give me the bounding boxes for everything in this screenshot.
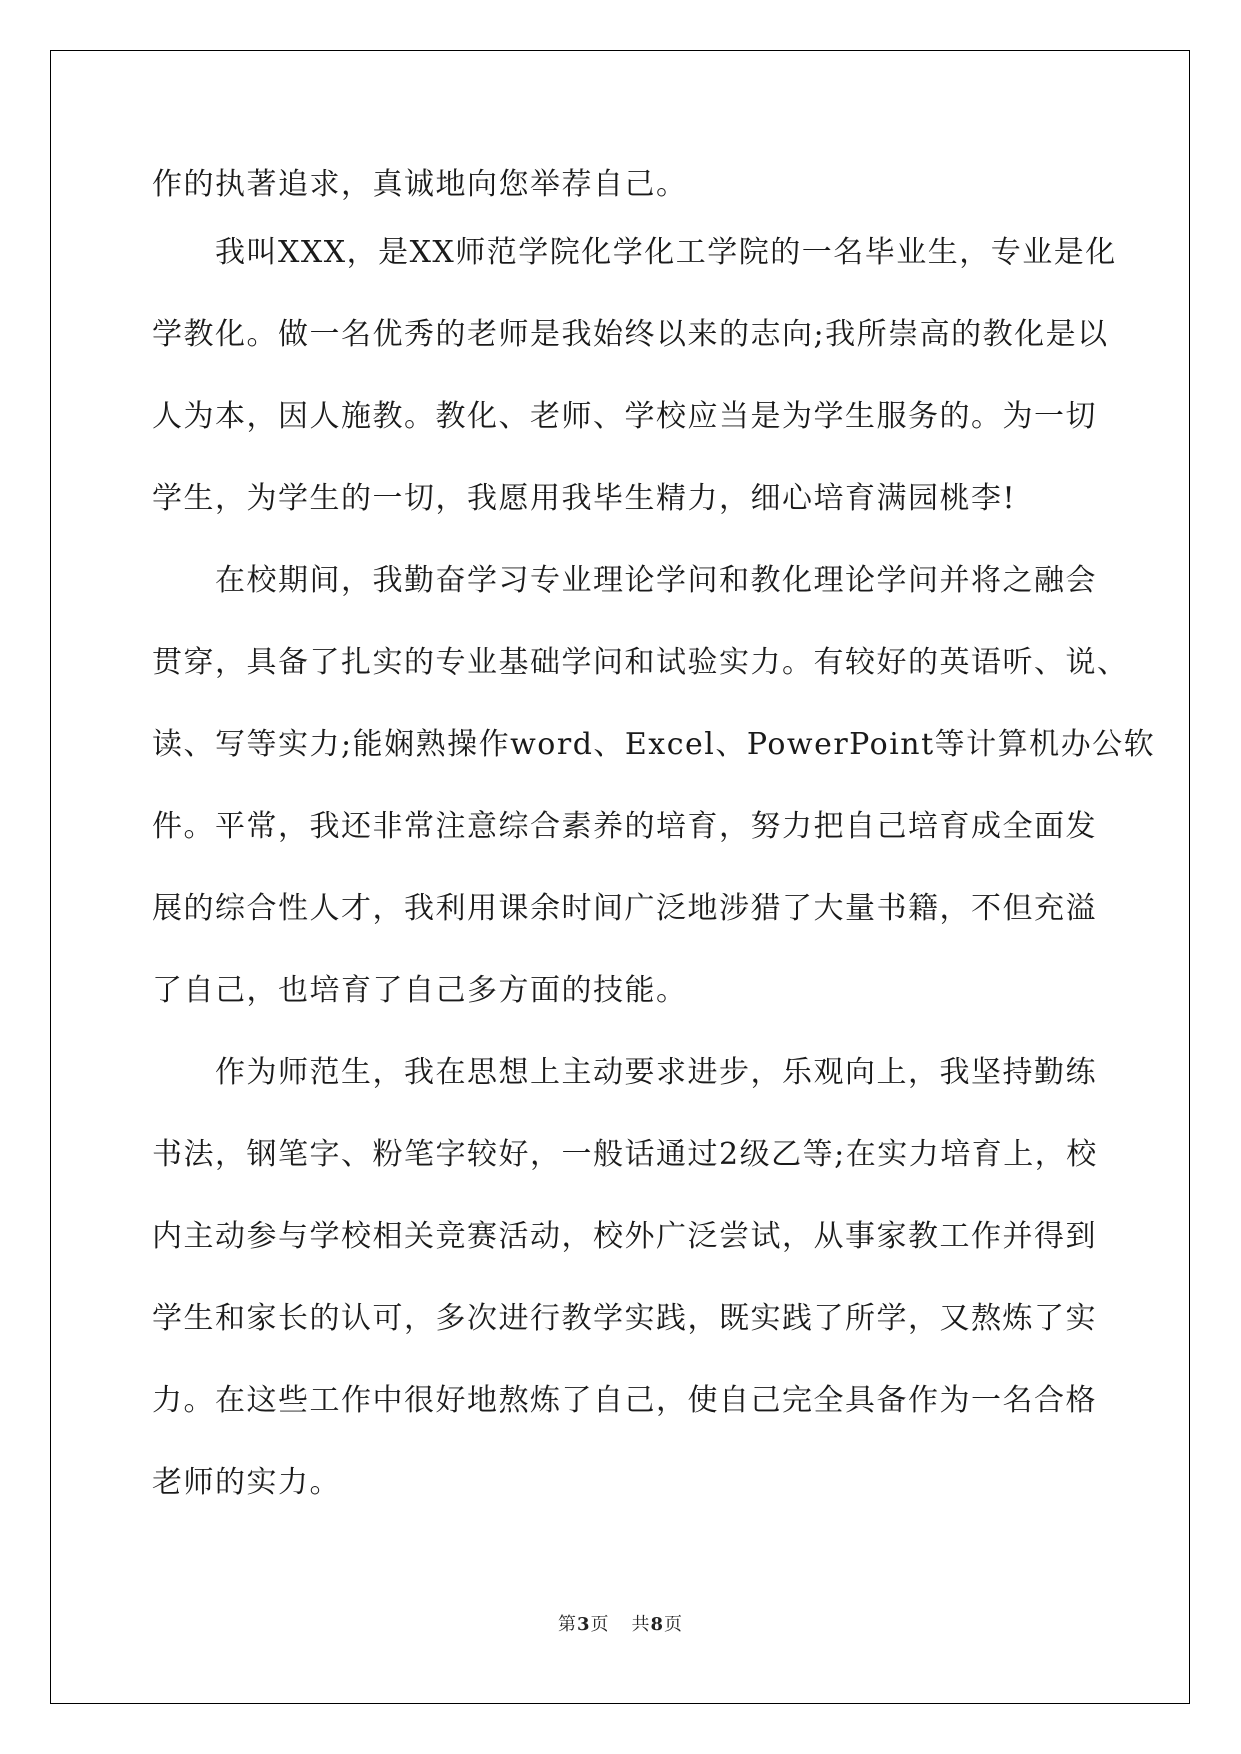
text-line-8: 读、写等实力;能娴熟操作word、Excel、PowerPoint等计算机办公软 [152, 727, 1156, 762]
text-line-6: 在校期间，我勤奋学习专业理论学问和教化理论学问并将之融会 [152, 563, 1097, 598]
total-suffix: 页 [664, 1614, 684, 1635]
text-line-3: 学教化。做一名优秀的老师是我始终以来的志向;我所崇高的教化是以 [152, 317, 1109, 352]
text-line-13: 书法，钢笔字、粉笔字较好，一般话通过2级乙等;在实力培育上，校 [152, 1137, 1098, 1172]
text-line-15: 学生和家长的认可，多次进行教学实践，既实践了所学，又熬炼了实 [152, 1301, 1097, 1336]
text-line-5: 学生，为学生的一切，我愿用我毕生精力，细心培育满园桃李! [152, 481, 1017, 516]
text-line-9: 件。平常，我还非常注意综合素养的培育，努力把自己培育成全面发 [152, 809, 1097, 844]
text-line-10: 展的综合性人才，我利用课余时间广泛地涉猎了大量书籍，不但充溢 [152, 891, 1097, 926]
text-line-11: 了自己，也培育了自己多方面的技能。 [152, 973, 688, 1008]
text-line-14: 内主动参与学校相关竞赛活动，校外广泛尝试，从事家教工作并得到 [152, 1219, 1097, 1254]
total-prefix: 共 [631, 1614, 651, 1635]
text-line-4: 人为本，因人施教。教化、老师、学校应当是为学生服务的。为一切 [152, 399, 1097, 434]
current-page-number: 3 [576, 1614, 591, 1635]
text-line-7: 贯穿，具备了扎实的专业基础学问和试验实力。有较好的英语听、说、 [152, 645, 1129, 680]
text-line-1: 作的执著追求，真诚地向您举荐自己。 [152, 167, 688, 202]
text-line-17: 老师的实力。 [152, 1465, 341, 1500]
page-prefix: 第 [557, 1614, 577, 1635]
document-body [152, 158, 1156, 1524]
text-line-16: 力。在这些工作中很好地熬炼了自己，使自己完全具备作为一名合格 [152, 1383, 1097, 1418]
text-line-12: 作为师范生，我在思想上主动要求进步，乐观向上，我坚持勤练 [152, 1055, 1097, 1090]
text-line-2: 我叫XXX，是XX师范学院化学化工学院的一名毕业生，专业是化 [152, 235, 1117, 270]
page-footer [0, 1610, 1241, 1636]
total-page-number: 8 [650, 1614, 665, 1635]
page-suffix: 页 [590, 1614, 610, 1635]
